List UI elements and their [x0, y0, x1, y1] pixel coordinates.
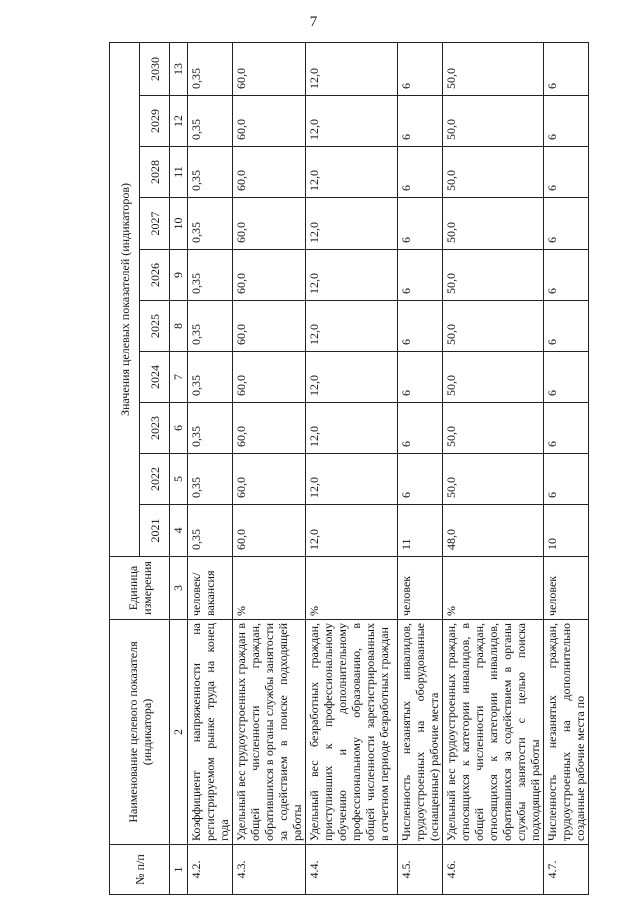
header-year: 2030: [140, 42, 170, 95]
row-value: 50,0: [443, 403, 544, 454]
row-value: 0,35: [188, 42, 233, 95]
row-number: 4.6.: [443, 845, 544, 895]
row-indicator-name: Численность незанятых инвалидов, трудоустроенных на оборудованные (оснащенные) рабочие места: [398, 620, 443, 845]
column-number: 9: [170, 250, 188, 301]
row-value: 6: [544, 96, 589, 147]
rotated-table-container: [109, 43, 587, 895]
row-value: 50,0: [443, 250, 544, 301]
header-unit: Единица измерения: [110, 557, 170, 620]
row-value: 6: [398, 198, 443, 250]
row-value: 50,0: [443, 198, 544, 250]
row-value: 0,35: [188, 352, 233, 403]
row-unit: %: [443, 557, 544, 620]
row-value: 48,0: [443, 505, 544, 557]
row-value: 60,0: [233, 454, 306, 505]
column-number: 11: [170, 147, 188, 198]
column-number: 10: [170, 198, 188, 250]
row-number: 4.7.: [544, 845, 589, 895]
row-unit: человек/ вакансия: [188, 557, 233, 620]
row-value: 12,0: [306, 505, 398, 557]
table-row: [306, 42, 398, 894]
table-row: [544, 42, 589, 894]
row-value: 6: [398, 250, 443, 301]
row-indicator-name: Удельный вес безработных граждан, приступивших к профессиональному обучению и дополнительному профессиональному образованию, в общей численности зарегистрированных в отчетном периоде безработных граждан: [306, 620, 398, 845]
row-value: 60,0: [233, 198, 306, 250]
row-value: 12,0: [306, 96, 398, 147]
table-row: [443, 42, 544, 894]
column-number: 12: [170, 96, 188, 147]
row-value: 6: [398, 454, 443, 505]
header-year: 2026: [140, 250, 170, 301]
row-value: 60,0: [233, 42, 306, 95]
indicators-table: [109, 42, 589, 895]
column-number: 7: [170, 352, 188, 403]
row-value: 12,0: [306, 42, 398, 95]
row-value: 12,0: [306, 147, 398, 198]
row-value: 6: [544, 250, 589, 301]
row-value: 0,35: [188, 301, 233, 352]
header-year: 2029: [140, 96, 170, 147]
table-row: [188, 42, 233, 894]
row-number: 4.4.: [306, 845, 398, 895]
row-value: 6: [544, 301, 589, 352]
column-number: 5: [170, 454, 188, 505]
row-value: 6: [398, 301, 443, 352]
row-value: 0,35: [188, 96, 233, 147]
header-year: 2023: [140, 403, 170, 454]
row-value: 60,0: [233, 505, 306, 557]
column-number: 1: [170, 845, 188, 895]
row-value: 6: [398, 352, 443, 403]
row-value: 6: [398, 96, 443, 147]
header-name: Наименование целевого показателя (индикатора): [110, 620, 170, 845]
row-value: 6: [398, 147, 443, 198]
row-unit: %: [306, 557, 398, 620]
row-value: 0,35: [188, 454, 233, 505]
row-number: 4.2.: [188, 845, 233, 895]
row-value: 11: [398, 505, 443, 557]
row-value: 60,0: [233, 147, 306, 198]
row-number: 4.5.: [398, 845, 443, 895]
row-value: 50,0: [443, 352, 544, 403]
row-value: 6: [544, 454, 589, 505]
row-value: 12,0: [306, 454, 398, 505]
row-value: 0,35: [188, 250, 233, 301]
row-value: 50,0: [443, 42, 544, 95]
row-value: 12,0: [306, 403, 398, 454]
row-value: 6: [398, 403, 443, 454]
header-year: 2022: [140, 454, 170, 505]
column-number: 13: [170, 42, 188, 95]
row-value: 60,0: [233, 301, 306, 352]
row-value: 0,35: [188, 505, 233, 557]
table-row: [233, 42, 306, 894]
row-value: 50,0: [443, 96, 544, 147]
row-value: 50,0: [443, 301, 544, 352]
row-value: 0,35: [188, 198, 233, 250]
row-value: 6: [544, 42, 589, 95]
row-value: 60,0: [233, 403, 306, 454]
column-number: 8: [170, 301, 188, 352]
row-indicator-name: Удельный вес трудоустроенных граждан в общей численности граждан, обратившихся в органы службы занятости за содействием в поиске подходящей работы: [233, 620, 306, 845]
row-value: 12,0: [306, 198, 398, 250]
row-value: 6: [544, 352, 589, 403]
row-value: 60,0: [233, 352, 306, 403]
row-value: 12,0: [306, 352, 398, 403]
header-year: 2027: [140, 198, 170, 250]
header-year: 2024: [140, 352, 170, 403]
header-year: 2025: [140, 301, 170, 352]
row-value: 6: [398, 42, 443, 95]
row-value: 60,0: [233, 96, 306, 147]
row-indicator-name: Коэффициент напряженности на регистрируемом рынке труда на конец года: [188, 620, 233, 845]
row-value: 6: [544, 403, 589, 454]
row-value: 12,0: [306, 301, 398, 352]
row-value: 10: [544, 505, 589, 557]
header-num: № п/п: [110, 845, 170, 895]
header-year: 2021: [140, 505, 170, 557]
header-year: 2028: [140, 147, 170, 198]
column-number: 6: [170, 403, 188, 454]
row-unit: человек: [398, 557, 443, 620]
row-value: 12,0: [306, 250, 398, 301]
row-value: 60,0: [233, 250, 306, 301]
row-value: 0,35: [188, 147, 233, 198]
row-value: 50,0: [443, 454, 544, 505]
row-value: 6: [544, 198, 589, 250]
table-row: [398, 42, 443, 894]
column-number: 2: [170, 620, 188, 845]
page-number: 7: [309, 14, 318, 30]
row-unit: человек: [544, 557, 589, 620]
row-indicator-name: Удельный вес трудоустроенных граждан, относящихся к категории инвалидов, в общей численности граждан, относящихся к категории инвалидов, обратившихся за содействием в органы службы занятости с целью поиска подходящей работы: [443, 620, 544, 845]
column-number: 3: [170, 557, 188, 620]
row-unit: %: [233, 557, 306, 620]
header-values-group: Значения целевых показателей (индикаторов): [110, 42, 140, 556]
row-value: 50,0: [443, 147, 544, 198]
row-number: 4.3.: [233, 845, 306, 895]
row-value: 6: [544, 147, 589, 198]
row-value: 0,35: [188, 403, 233, 454]
column-number: 4: [170, 505, 188, 557]
row-indicator-name: Численность незанятых граждан, трудоустроенных на дополнительно созданные рабочие места по: [544, 620, 589, 845]
